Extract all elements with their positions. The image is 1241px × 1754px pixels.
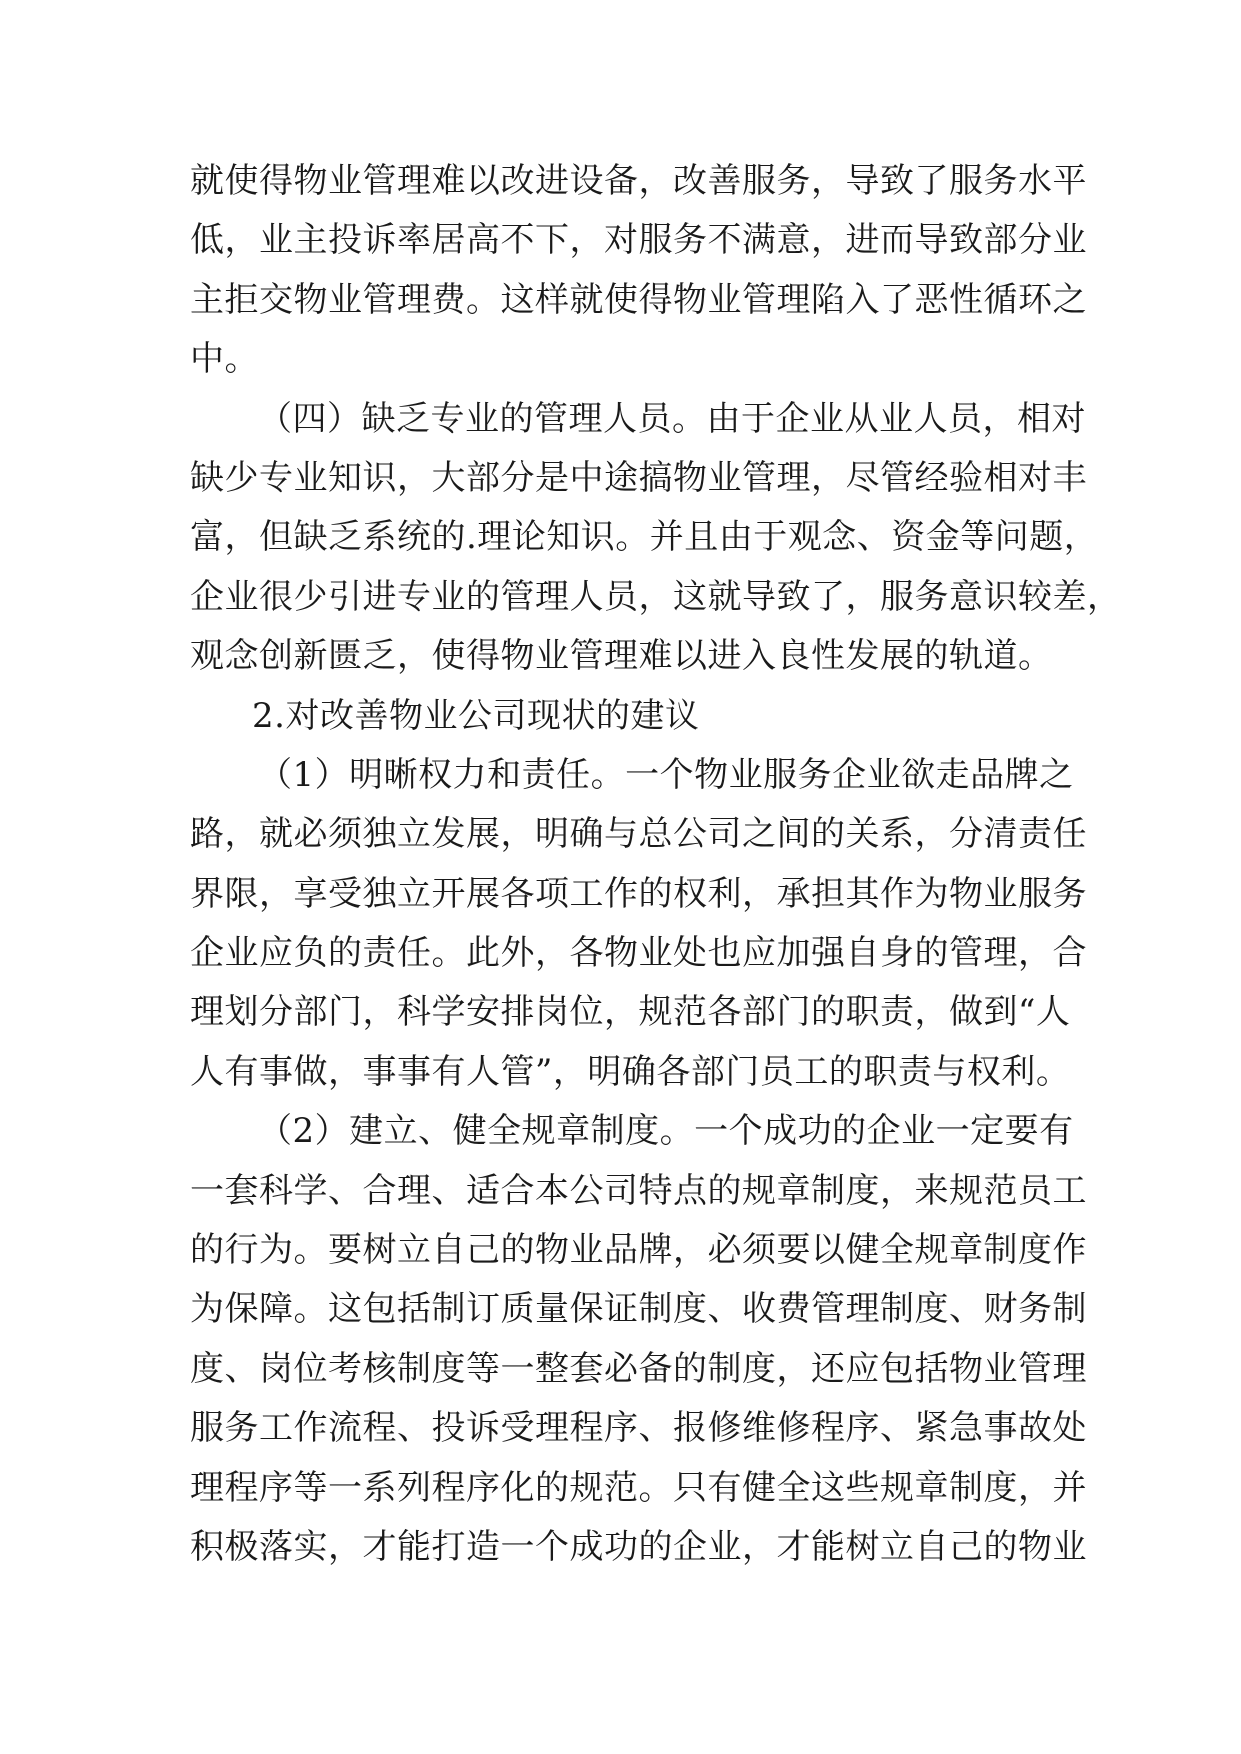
- item-1-heading-line: （1）明晰权力和责任。一个物业服务企业欲走品牌之: [258, 754, 1074, 795]
- text-line: 就使得物业管理难以改进设备，改善服务，导致了服务水平: [190, 161, 1087, 201]
- text-line: 服务工作流程、投诉受理程序、报修维修程序、紧急事故处: [190, 1408, 1087, 1449]
- text-line: 人有事做，事事有人管”，明确各部门员工的职责与权利。: [190, 1051, 1071, 1092]
- section-four-heading-line: （四）缺乏专业的管理人员。由于企业从业人员，相对: [258, 398, 1086, 439]
- text-line: 界限，享受独立开展各项工作的权利，承担其作为物业服务: [190, 873, 1087, 914]
- text-line: 主拒交物业管理费。这样就使得物业管理陷入了恶性循环之: [190, 279, 1087, 320]
- section-2-heading: 2.对改善物业公司现状的建议: [252, 695, 700, 736]
- text-line: 缺少专业知识，大部分是中途搞物业管理，尽管经验相对丰: [190, 457, 1087, 498]
- text-line: 理程序等一系列程序化的规范。只有健全这些规章制度，并: [190, 1467, 1087, 1508]
- text-line: 企业应负的责任。此外，各物业处也应加强自身的管理，合: [190, 933, 1087, 974]
- text-line: 路，就必须独立发展，明确与总公司之间的关系，分清责任: [190, 814, 1087, 855]
- text-line: 富，但缺乏系统的.理论知识。并且由于观念、资金等问题，: [190, 517, 1099, 558]
- text-line: 为保障。这包括制订质量保证制度、收费管理制度、财务制: [190, 1289, 1087, 1330]
- text-line: 积极落实，才能打造一个成功的企业，才能树立自己的物业: [190, 1526, 1087, 1567]
- text-line: 理划分部门，科学安排岗位，规范各部门的职责，做到“人: [190, 992, 1071, 1033]
- text-line: 企业很少引进专业的管理人员，这就导致了，服务意识较差，: [190, 576, 1122, 617]
- text-line: 度、岗位考核制度等一整套必备的制度，还应包括物业管理: [190, 1348, 1087, 1389]
- document-body: [190, 152, 1122, 1577]
- text-line: 低，业主投诉率居高不下，对服务不满意，进而导致部分业: [190, 220, 1087, 261]
- text-line: 的行为。要树立自己的物业品牌，必须要以健全规章制度作: [190, 1230, 1087, 1271]
- text-line: 观念创新匮乏，使得物业管理难以进入良性发展的轨道。: [190, 636, 1053, 677]
- text-line: 中。: [190, 339, 259, 380]
- item-2-heading-line: （2）建立、健全规章制度。一个成功的企业一定要有: [258, 1111, 1074, 1152]
- text-line: 一套科学、合理、适合本公司特点的规章制度，来规范员工: [190, 1170, 1087, 1211]
